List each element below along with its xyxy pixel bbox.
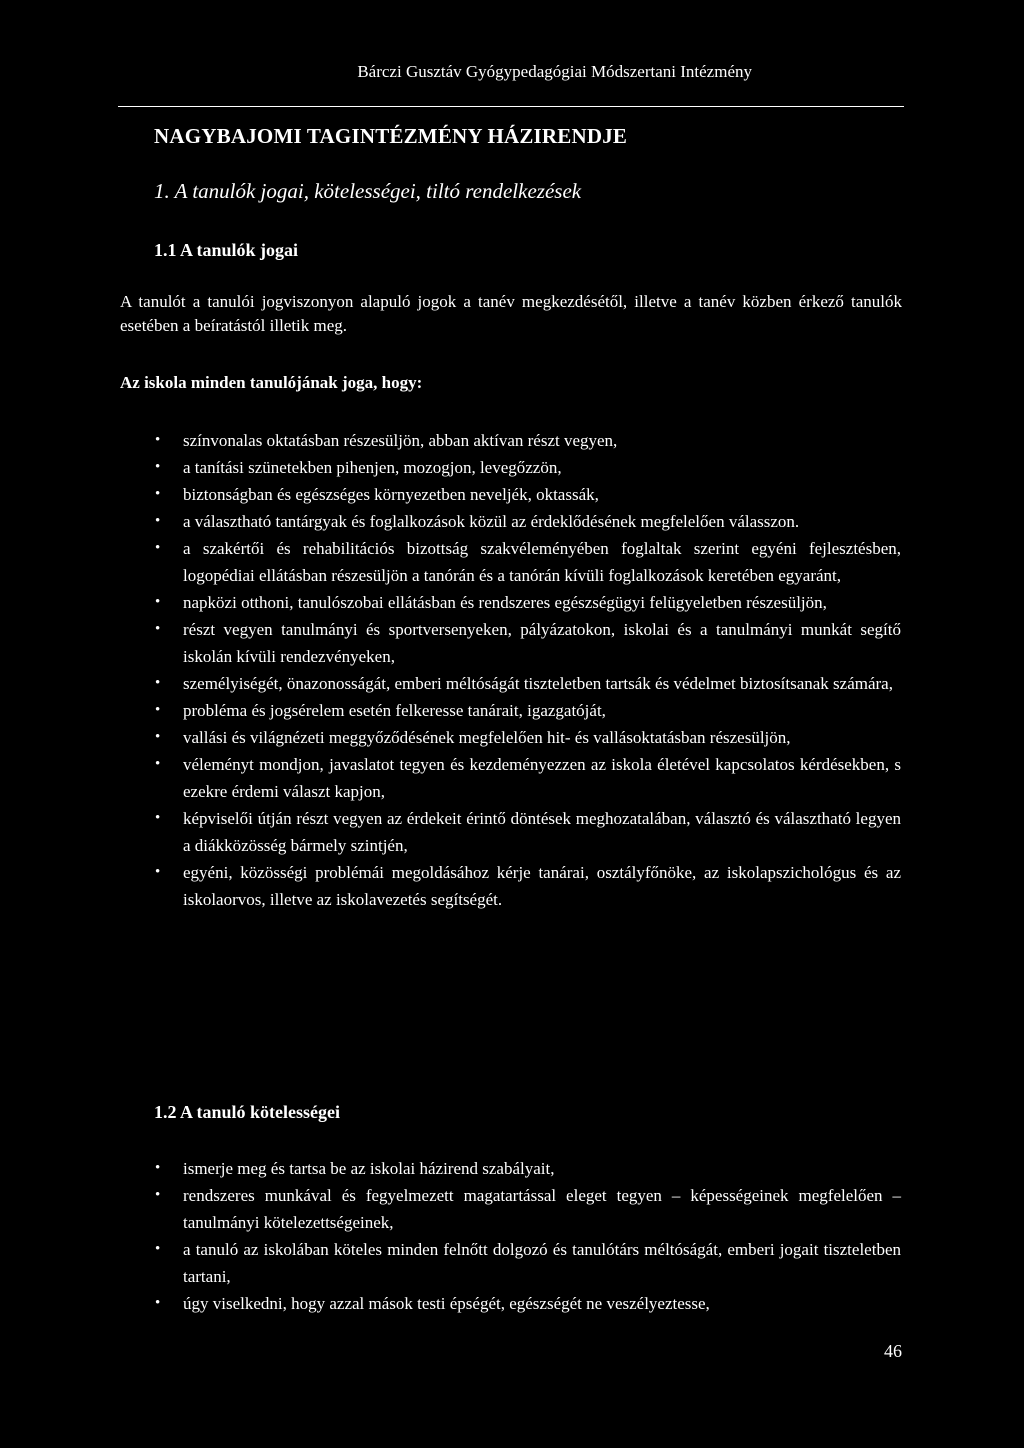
subsection-heading-duties: 1.2 A tanuló kötelességei <box>154 1102 341 1122</box>
list-item: • véleményt mondjon, javaslatot tegyen és kezdeményezzen az iskola életével kapcsolatos kérdésekben, s ezekre érdemi választ kapjon, <box>183 751 901 805</box>
list-item: • napközi otthoni, tanulószobai ellátásban és rendszeres egészségügyi felügyeletben részesüljön, <box>183 589 901 616</box>
list-item: • rendszeres munkával és fegyelmezett magatartással eleget tegyen – képességeinek megfelelően – tanulmányi kötelezettségeinek, <box>183 1182 901 1236</box>
list-item: • vallási és világnézeti meggyőződésének megfelelően hit- és vallásoktatásban részesüljön, <box>183 724 901 751</box>
list-item: • színvonalas oktatásban részesüljön, abban aktívan részt vegyen, <box>183 427 901 454</box>
page-number: 46 <box>884 1341 902 1361</box>
rights-lead-text: Az iskola minden tanulójának joga, hogy: <box>120 373 423 392</box>
list-item: • személyiségét, önazonosságát, emberi méltóságát tiszteletben tartsák és védelmet biztosítsanak számára, <box>183 670 901 697</box>
section-heading: 1. A tanulók jogai, kötelességei, tiltó rendelkezések <box>154 179 582 203</box>
list-item: • képviselői útján részt vegyen az érdekeit érintő döntések meghozatalában, választó és választható legyen a diákközösség bármely szintjén, <box>183 805 901 859</box>
list-item: • probléma és jogsérelem esetén felkeresse tanárait, igazgatóját, <box>183 697 901 724</box>
list-item: • a tanítási szünetekben pihenjen, mozogjon, levegőzzön, <box>183 454 901 481</box>
header-divider <box>118 106 904 107</box>
rights-intro-paragraph: A tanulót a tanulói jogviszonyon alapuló jogok a tanév megkezdésétől, illetve a tanév közben érkező tanulók esetében a beíratástól illetik meg. <box>120 292 902 335</box>
subsection-heading-rights: 1.1 A tanulók jogai <box>154 240 299 260</box>
list-item: • egyéni, közösségi problémái megoldásához kérje tanárai, osztályfőnöke, az iskolapszichológus és az iskolaorvos, illetve az iskolavezetés segítségét. <box>183 859 901 913</box>
list-item: • biztonságban és egészséges környezetben neveljék, oktassák, <box>183 481 901 508</box>
list-item: • a szakértői és rehabilitációs bizottság szakvéleményében foglaltak szerint egyéni fejlesztésben, logopédiai ellátásban részesüljön a tanórán és a tanórán kívüli foglalkozások keretében egyaránt, <box>183 535 901 589</box>
list-item: • ismerje meg és tartsa be az iskolai házirend szabályait, <box>183 1155 901 1182</box>
list-item: • részt vegyen tanulmányi és sportversenyeken, pályázatokon, iskolai és a tanulmányi munkát segítő iskolán kívüli rendezvényeken, <box>183 616 901 670</box>
list-item: • a választható tantárgyak és foglalkozások közül az érdeklődésének megfelelően válasszon. <box>183 508 901 535</box>
rights-list <box>0 427 1024 913</box>
list-item: • a tanuló az iskolában köteles minden felnőtt dolgozó és tanulótárs méltóságát, emberi jogait tiszteletben tartani, <box>183 1236 901 1290</box>
list-item: • úgy viselkedni, hogy azzal mások testi épségét, egészségét ne veszélyeztesse, <box>183 1290 901 1317</box>
duties-list <box>0 1155 1024 1317</box>
header-institution: Bárczi Gusztáv Gyógypedagógiai Módszertani Intézmény <box>357 62 752 81</box>
document-title: NAGYBAJOMI TAGINTÉZMÉNY HÁZIRENDJE <box>154 124 628 148</box>
